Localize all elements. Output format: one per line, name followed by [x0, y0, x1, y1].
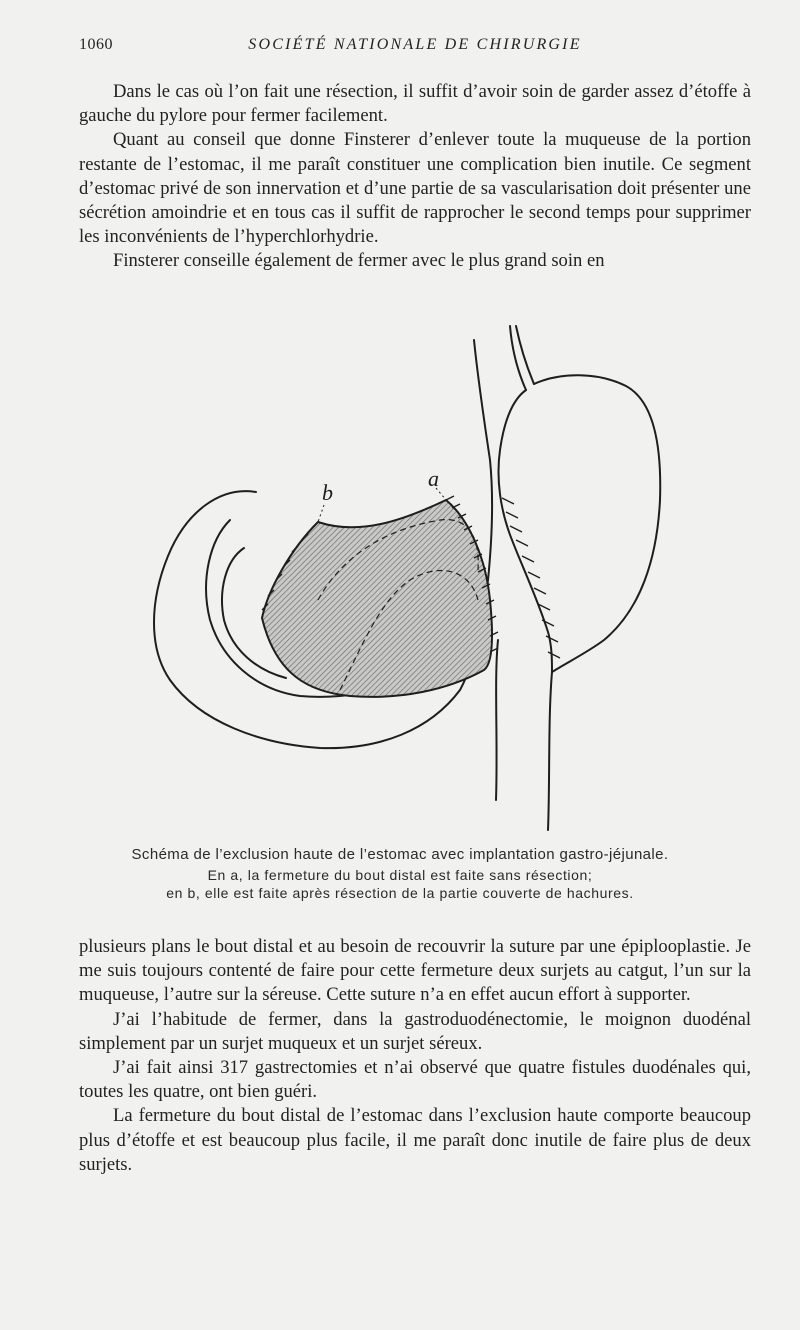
- hatched-resection-area: [262, 500, 492, 697]
- paragraph-continuation: plusieurs plans le bout distal et au besoin de recouvrir la suture par une épiplooplastie. Je me suis toujours contenté de faire pour cette fermeture deux surjets au catgut, l’un sur la muqueuse, l’autre sur la séreuse. Cette suture n’a en effet aucun effort à supporter.: [79, 936, 751, 1006]
- gastrojejunal-suture: [502, 498, 560, 658]
- body-text-top: [79, 80, 751, 274]
- paragraph: Dans le cas où l’on fait une résection, il suffit d’avoir soin de garder assez d’étoffe à gauche du pylore pour fermer facilement.: [79, 81, 751, 127]
- page-header: [79, 36, 751, 60]
- esophagus-right-wall: [516, 326, 534, 384]
- leader-line-b: [318, 505, 324, 522]
- stomach-lesser-curve: [499, 390, 553, 672]
- paragraph: Quant au conseil que donne Finsterer d’enlever toute la muqueuse de la portion restante de l’estomac, il me paraît constituer une complication bien inutile. Ce segment d’estomac privé de son innervation et d’une partie de sa vascularisation doit présenter une sécrétion amoindrie et en tous cas il suffit de rapprocher le second temps pour supprimer les inconvénients de l’hyperchlorhydrie.: [79, 129, 751, 248]
- running-title: SOCIÉTÉ NATIONALE DE CHIRURGIE: [248, 36, 582, 53]
- stomach-outline: [534, 375, 660, 672]
- figure-label-b: b: [322, 480, 333, 505]
- paragraph: La fermeture du bout distal de l’estomac dans l’exclusion haute comporte beaucoup plus d’étoffe et est beaucoup plus facile, il me paraît donc inutile de faire plus de deux surjets.: [79, 1105, 751, 1175]
- jejunum-left-wall: [496, 640, 498, 800]
- caption-line: en b, elle est faite après résection de la partie couverte de hachures.: [166, 885, 634, 901]
- page-number: 1060: [79, 36, 113, 53]
- jejunum-right-wall: [548, 672, 552, 830]
- paragraph: Finsterer conseille également de fermer avec le plus grand soin en: [113, 250, 605, 272]
- figure-caption: [60, 846, 740, 903]
- figure-label-a: a: [428, 466, 439, 491]
- stomach-exclusion-diagram: [0, 320, 800, 840]
- caption-title: Schéma de l’exclusion haute de l’estomac avec implantation gastro-jéjunale.: [131, 846, 669, 863]
- paragraph: J’ai fait ainsi 317 gastrectomies et n’ai observé que quatre fistules duodénales qui, toutes les quatre, ont bien guéri.: [79, 1057, 751, 1103]
- caption-line: En a, la fermeture du bout distal est faite sans résection;: [207, 867, 593, 883]
- body-text-bottom: [79, 935, 751, 1177]
- paragraph: J’ai l’habitude de fermer, dans la gastroduodénectomie, le moignon duodénal simplement par un surjet muqueux et un surjet séreux.: [79, 1008, 751, 1054]
